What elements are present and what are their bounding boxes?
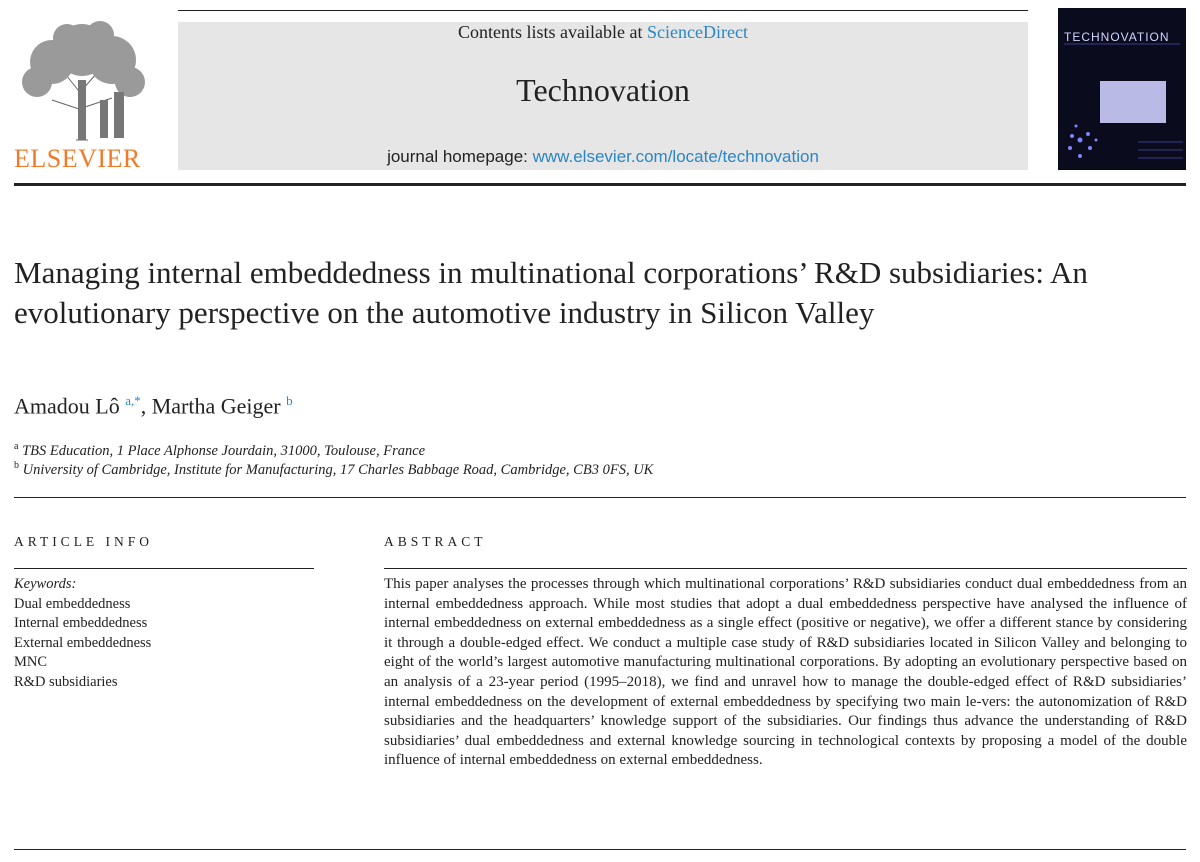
affiliations-rule xyxy=(14,497,1186,498)
cover-title: TECHNOVATION xyxy=(1064,30,1170,44)
article-info-rule xyxy=(14,568,314,569)
journal-cover[interactable] xyxy=(1058,8,1186,170)
homepage-prefix: journal homepage: xyxy=(387,147,533,166)
keyword-item: R&D subsidiaries xyxy=(14,673,118,690)
keywords-block xyxy=(14,575,151,692)
author-separator: , xyxy=(140,393,152,419)
keyword-item: Dual embeddedness xyxy=(14,595,131,612)
author-affiliation-marker[interactable]: b xyxy=(286,393,293,408)
abstract-text: This paper analyses the processes through which multinational corporations’ R&D subsidiaries conduct dual embeddedness from an internal embeddedness approach. While most studies that adopt a dual embeddedness perspective have analysed the influence of internal embeddedness on external embeddedness as a single effect (positive or negative), we offer a different stance by considering it through a double-edged effect. We conduct a multiple case study of R&D subsidiaries located in Silicon Valley and belonging to eight of the world’s largest automotive manufacturing multinational corporations. By adopting an evolutionary perspective based on an analysis of a 23-year period (1995–2018), we find and unravel how to manage the double-edged effect of R&D subsidiaries’ internal embeddedness on the development of external embeddedness by specifying two main le-vers: the autonomization of R&D subsidiaries and the headquarters’ knowledge support of the subsidiaries. Our findings thus advance the understanding of R&D subsidiaries’ dual embeddedness and external knowledge sourcing in technological contexts by proposing a model of the double influence of internal embeddedness on external embeddedness. xyxy=(384,576,1187,769)
author-name[interactable]: Amadou Lô xyxy=(14,393,120,419)
header-top-rule xyxy=(178,10,1028,11)
affiliation-text: TBS Education, 1 Place Alphonse Jourdain, 31000, Toulouse, France xyxy=(22,442,426,459)
article-title: Managing internal embeddedness in multinational corporations’ R&D subsidiaries: An evolutionary perspective on the automotive industry in Silicon Valley xyxy=(14,255,1088,330)
keyword-item: External embeddedness xyxy=(14,634,152,651)
article-info-heading: ARTICLE INFO xyxy=(14,534,154,549)
cover-network-icon xyxy=(1058,8,1186,170)
homepage-link[interactable]: www.elsevier.com/locate/technovation xyxy=(532,147,819,166)
sciencedirect-link[interactable]: ScienceDirect xyxy=(647,22,748,42)
contents-line xyxy=(178,22,1028,43)
elsevier-tree-icon xyxy=(12,20,152,145)
author-name[interactable]: Martha Geiger xyxy=(151,393,281,419)
keyword-item: Internal embeddedness xyxy=(14,615,148,631)
affiliation-b xyxy=(14,460,653,479)
abstract-rule xyxy=(384,568,1187,569)
affiliation-text: University of Cambridge, Institute for Manufacturing, 17 Charles Babbage Road, Cambridge, CB3 0FS, UK xyxy=(22,461,654,478)
publisher-name: ELSEVIER xyxy=(14,144,141,173)
header-bottom-rule xyxy=(14,183,1186,186)
affiliation-mark: b xyxy=(14,460,19,471)
affiliation-mark: a xyxy=(14,441,19,452)
abstract-heading: ABSTRACT xyxy=(384,534,487,549)
contents-prefix: Contents lists available at xyxy=(458,22,647,42)
keyword-item: MNC xyxy=(14,654,48,670)
affiliation-a xyxy=(14,441,425,460)
homepage-line xyxy=(178,147,1028,167)
abstract-bottom-rule xyxy=(14,849,1186,850)
keywords-label: Keywords: xyxy=(14,576,77,592)
author-list xyxy=(14,393,293,419)
elsevier-logo[interactable] xyxy=(10,18,155,178)
journal-title: Technovation xyxy=(516,72,690,108)
author-affiliation-marker[interactable]: a,* xyxy=(125,393,141,408)
